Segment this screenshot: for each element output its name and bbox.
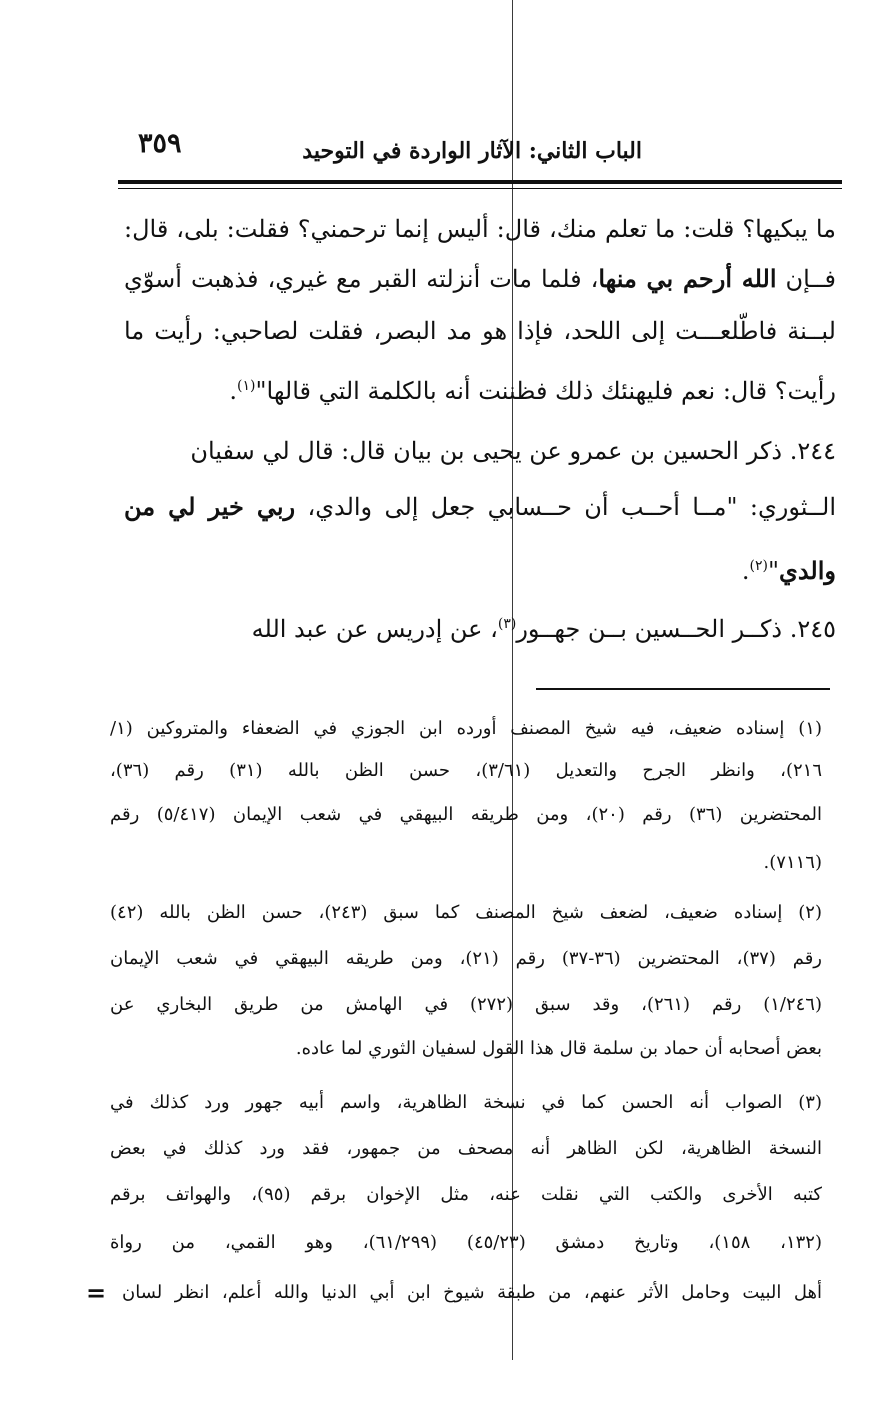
footnote-line: (١) إسناده ضعيف، فيه شيخ المصنف أورده ابن الجوزي في الضعفاء والمتروكين (١/ — [110, 718, 822, 739]
footnote-line: المحتضرين (٣٦) رقم (٢٠)، ومن طريقه البيهقي في شعب الإيمان (٥/٤١٧) رقم — [110, 804, 822, 825]
footnote-line: النسخة الظاهرية، لكن الظاهر أنه مصحف من جمهور، فقد ورد كذلك في بعض — [110, 1138, 822, 1159]
body-text: " — [768, 557, 780, 585]
footnote-ref: (٣) — [497, 616, 517, 632]
footnote-line: (٧١١٦). — [763, 852, 822, 873]
footnote-line: (٣) الصواب أنه الحسن كما في نسخة الظاهرية، واسم أبيه جهور ورد كذلك في — [110, 1092, 822, 1113]
footnote-ref: (١) — [237, 378, 256, 394]
body-text: رأيت؟ قال: نعم فليهنئك ذلك فظننت أنه بالكلمة التي قالها" — [255, 377, 836, 405]
footnote-line: رقم (٣٧)، المحتضرين (٣٦-٣٧) رقم (٢١)، ومن طريقه البيهقي في شعب الإيمان — [110, 948, 822, 969]
body-text: ٢٤٤. ذكر الحسين بن عمرو عن يحيى بن بيان قال: قال لي سفيان — [190, 437, 836, 465]
body-line — [124, 256, 836, 302]
body-text: ٢٤٥. ذكــر الحــسين بــن جهــور — [516, 615, 836, 643]
footnote-line: أهل البيت وحامل الأثر عنهم، من طبقة شيوخ ابن أبي الدنيا والله أعلم، انظر لسان — [122, 1282, 822, 1303]
footnote-line: كتبه الأخرى والكتب التي نقلت عنه، مثل الإخوان برقم (٩٥)، والهواتف برقم — [110, 1184, 823, 1205]
body-line — [124, 206, 836, 252]
body-text: . — [229, 377, 238, 405]
quoted-text: ربي خير لي من — [124, 492, 296, 521]
continuation-mark: = — [86, 1278, 107, 1307]
body-text: فــإن — [776, 265, 836, 293]
body-line — [124, 308, 836, 354]
quoted-text: والدي — [779, 556, 836, 585]
header-rule-thick — [118, 180, 842, 184]
body-line — [252, 606, 836, 652]
body-text: . — [741, 557, 750, 585]
footnote-line: (٢) إسناده ضعيف، لضعف شيخ المصنف كما سبق (٢٤٣)، حسن الظن بالله (٤٢) — [110, 902, 822, 923]
page-number: ٣٥٩ — [138, 128, 182, 159]
body-text: ، عن إدريس عن عبد الله — [251, 615, 498, 643]
body-line — [229, 368, 836, 414]
running-header — [120, 124, 840, 172]
body-text: لبــنة فاطّلعـــت إلى اللحد، فإذا هو مد البصر، فقلت لصاحبي: رأيت ما — [124, 317, 836, 345]
body-text: الــثوري: "مــا أحــب أن حــسابي جعل إلى والدي، — [295, 493, 836, 521]
body-line — [190, 428, 836, 474]
footnote-separator — [536, 688, 830, 690]
header-rule-thin — [118, 188, 842, 189]
body-line — [742, 548, 836, 594]
footnote-line: (١/٢٤٦) رقم (٢٦١)، وقد سبق (٢٧٢) في الهامش من طريق البخاري عن — [110, 994, 823, 1015]
chapter-title: الباب الثاني: الآثار الواردة في التوحيد — [302, 138, 642, 164]
footnote-line: ٢١٦)، وانظر الجرح والتعديل (٣/٦١)، حسن الظن بالله (٣١) رقم (٣٦)، — [110, 760, 822, 781]
footnote-ref: (٢) — [749, 558, 768, 574]
body-line — [124, 484, 836, 530]
footnote-line: (١٣٢، ١٥٨)، وتاريخ دمشق (٤٥/٢٣) (٦١/٢٩٩)، وهو القمي، من رواة — [110, 1232, 823, 1253]
body-text: ما يبكيها؟ قلت: ما تعلم منك، قال: أليس إنما ترحمني؟ فقلت: بلى، قال: — [124, 215, 836, 243]
quoted-text: الله أرحم بي منها — [598, 264, 777, 293]
body-text: ، فلما مات أنزلته القبر مع غيري، فذهبت أسوّي — [124, 265, 599, 293]
footnote-line: بعض أصحابه أن حماد بن سلمة قال هذا القول لسفيان الثوري لما عاده. — [295, 1038, 822, 1059]
